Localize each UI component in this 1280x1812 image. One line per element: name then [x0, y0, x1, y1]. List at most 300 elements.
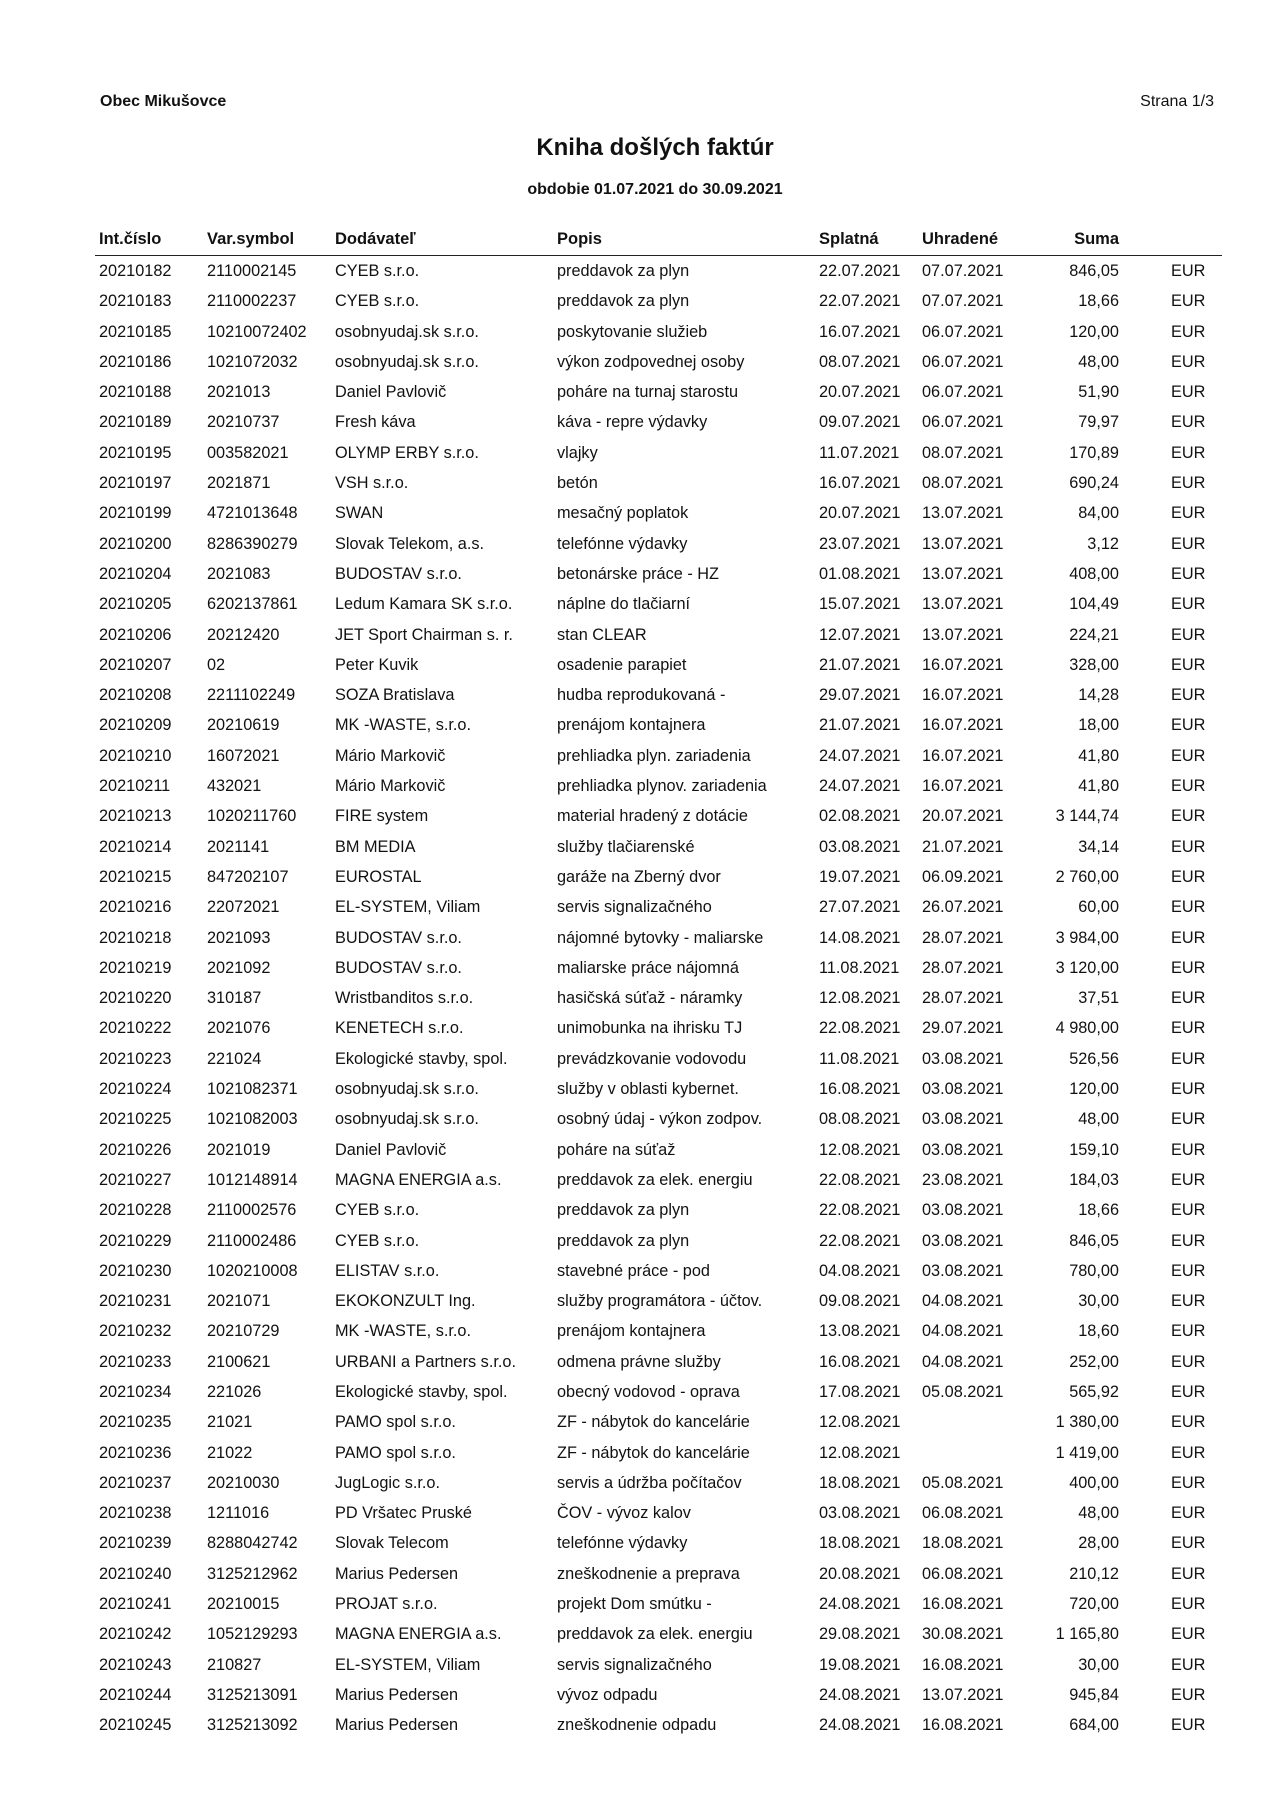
cell-currency: EUR — [1171, 1352, 1206, 1371]
cell-uhradene: 13.07.2021 — [922, 534, 1004, 553]
cell-suma: 28,00 — [1078, 1534, 1119, 1553]
table-row — [95, 1226, 1222, 1256]
cell-splatna: 03.08.2021 — [819, 837, 901, 856]
table-row — [95, 286, 1222, 316]
cell-popis: garáže na Zberný dvor — [557, 867, 721, 886]
cell-var-symbol: 2021141 — [207, 837, 270, 856]
cell-suma: 3,12 — [1087, 534, 1119, 553]
cell-popis: preddavok za plyn — [557, 262, 690, 280]
cell-currency: EUR — [1171, 1261, 1206, 1280]
cell-var-symbol: 2021071 — [207, 1292, 271, 1311]
cell-dodavatel: osobnyudaj.sk s.r.o. — [335, 322, 479, 341]
cell-popis: material hradený z dotácie — [557, 807, 748, 826]
cell-suma: 159,10 — [1069, 1140, 1119, 1159]
cell-splatna: 12.08.2021 — [819, 1443, 901, 1462]
cell-uhradene: 13.07.2021 — [922, 504, 1004, 523]
cell-currency: EUR — [1171, 989, 1206, 1008]
cell-var-symbol: 10210072402 — [207, 322, 307, 341]
cell-currency: EUR — [1171, 1292, 1206, 1311]
table-row — [95, 1044, 1222, 1074]
table-row — [95, 256, 1222, 286]
cell-dodavatel: Marius Pedersen — [335, 1564, 459, 1583]
cell-int-cislo: 20210232 — [99, 1322, 172, 1341]
cell-var-symbol: 1021072032 — [207, 352, 298, 371]
cell-var-symbol: 3125213091 — [207, 1685, 298, 1704]
cell-var-symbol: 3125212962 — [207, 1564, 298, 1583]
cell-var-symbol: 2021871 — [207, 474, 271, 493]
table-row — [95, 529, 1222, 559]
cell-int-cislo: 20210234 — [99, 1382, 172, 1401]
cell-int-cislo: 20210199 — [99, 504, 172, 523]
cell-var-symbol: 2110002486 — [207, 1231, 297, 1250]
table-row — [95, 1256, 1222, 1286]
cell-splatna: 09.08.2021 — [819, 1292, 901, 1311]
cell-popis: telefónne výdavky — [557, 534, 688, 553]
cell-splatna: 20.07.2021 — [819, 383, 901, 402]
cell-int-cislo: 20210233 — [99, 1352, 172, 1371]
cell-popis: prehliadka plyn. zariadenia — [557, 746, 751, 765]
cell-popis: osobný údaj - výkon zodpov. — [557, 1110, 763, 1129]
cell-uhradene: 30.08.2021 — [922, 1625, 1004, 1644]
cell-currency: EUR — [1171, 564, 1206, 583]
cell-splatna: 16.08.2021 — [819, 1352, 901, 1371]
cell-uhradene: 06.07.2021 — [922, 352, 1004, 371]
cell-currency: EUR — [1171, 1716, 1206, 1735]
table-row — [95, 832, 1222, 862]
cell-int-cislo: 20210206 — [99, 625, 172, 644]
cell-splatna: 11.07.2021 — [819, 443, 900, 462]
cell-int-cislo: 20210231 — [99, 1292, 172, 1311]
cell-splatna: 22.08.2021 — [819, 1231, 901, 1250]
cell-currency: EUR — [1171, 928, 1206, 947]
cell-suma: 30,00 — [1078, 1655, 1119, 1674]
cell-var-symbol: 2021013 — [207, 383, 271, 402]
cell-int-cislo: 20210209 — [99, 716, 172, 735]
cell-popis: telefónne výdavky — [557, 1534, 688, 1553]
table-row — [95, 1528, 1222, 1558]
cell-var-symbol: 2021019 — [207, 1140, 271, 1159]
cell-popis: obecný vodovod - oprava — [557, 1382, 740, 1401]
table-row — [95, 892, 1222, 922]
cell-dodavatel: Daniel Pavlovič — [335, 383, 447, 402]
column-header-uhradene: Uhradené — [922, 230, 999, 248]
cell-suma: 18,66 — [1078, 292, 1119, 311]
cell-splatna: 18.08.2021 — [819, 1473, 901, 1492]
cell-currency: EUR — [1171, 1595, 1206, 1614]
cell-popis: preddavok za elek. energiu — [557, 1170, 753, 1189]
cell-uhradene: 06.08.2021 — [922, 1504, 1004, 1523]
cell-int-cislo: 20210237 — [99, 1473, 172, 1492]
cell-uhradene: 16.08.2021 — [922, 1655, 1004, 1674]
cell-int-cislo: 20210189 — [99, 413, 172, 432]
table-row — [95, 953, 1222, 983]
cell-popis: ZF - nábytok do kancelárie — [557, 1443, 750, 1462]
cell-popis: betón — [557, 474, 598, 493]
cell-int-cislo: 20210228 — [99, 1201, 172, 1220]
cell-int-cislo: 20210218 — [99, 928, 172, 947]
cell-int-cislo: 20210240 — [99, 1564, 172, 1583]
cell-currency: EUR — [1171, 595, 1206, 614]
cell-var-symbol: 2021083 — [207, 564, 271, 583]
cell-dodavatel: SWAN — [335, 504, 384, 523]
cell-dodavatel: PROJAT s.r.o. — [335, 1595, 438, 1614]
table-header — [95, 226, 1222, 256]
cell-suma: 60,00 — [1078, 898, 1119, 917]
cell-uhradene: 13.07.2021 — [922, 625, 1004, 644]
cell-popis: hudba reprodukovaná - — [557, 686, 726, 705]
cell-dodavatel: ELISTAV s.r.o. — [335, 1261, 440, 1280]
table-row — [95, 1438, 1222, 1468]
cell-currency: EUR — [1171, 1413, 1206, 1432]
cell-currency: EUR — [1171, 383, 1206, 402]
cell-var-symbol: 02 — [207, 655, 226, 674]
cell-suma: 565,92 — [1069, 1382, 1119, 1401]
cell-suma: 3 144,74 — [1055, 807, 1119, 826]
cell-dodavatel: MK -WASTE, s.r.o. — [335, 716, 471, 735]
cell-int-cislo: 20210214 — [99, 837, 172, 856]
cell-currency: EUR — [1171, 262, 1206, 280]
cell-popis: unimobunka na ihrisku TJ — [557, 1019, 743, 1038]
cell-uhradene: 03.08.2021 — [922, 1049, 1004, 1068]
cell-currency: EUR — [1171, 777, 1206, 796]
cell-currency: EUR — [1171, 655, 1206, 674]
cell-currency: EUR — [1171, 1231, 1206, 1250]
cell-splatna: 23.07.2021 — [819, 534, 901, 553]
cell-int-cislo: 20210211 — [99, 777, 171, 796]
cell-uhradene: 23.08.2021 — [922, 1170, 1004, 1189]
cell-uhradene: 16.08.2021 — [922, 1716, 1004, 1735]
cell-splatna: 27.07.2021 — [819, 898, 901, 917]
cell-popis: odmena právne služby — [557, 1352, 721, 1371]
column-header-var-symbol: Var.symbol — [207, 230, 295, 248]
cell-currency: EUR — [1171, 443, 1206, 462]
cell-suma: 84,00 — [1078, 504, 1119, 523]
cell-var-symbol: 221026 — [207, 1382, 262, 1401]
cell-dodavatel: osobnyudaj.sk s.r.o. — [335, 352, 479, 371]
cell-uhradene: 26.07.2021 — [922, 898, 1004, 917]
cell-splatna: 21.07.2021 — [819, 655, 901, 674]
cell-uhradene: 07.07.2021 — [922, 292, 1004, 311]
cell-splatna: 29.08.2021 — [819, 1625, 901, 1644]
cell-popis: ČOV - vývoz kalov — [557, 1504, 691, 1523]
cell-suma: 1 380,00 — [1055, 1413, 1119, 1432]
cell-var-symbol: 2100621 — [207, 1352, 271, 1371]
cell-dodavatel: Ledum Kamara SK s.r.o. — [335, 595, 513, 614]
cell-int-cislo: 20210230 — [99, 1261, 172, 1280]
cell-dodavatel: KENETECH s.r.o. — [335, 1019, 464, 1038]
cell-uhradene: 13.07.2021 — [922, 1685, 1004, 1704]
cell-uhradene: 06.07.2021 — [922, 322, 1004, 341]
cell-int-cislo: 20210229 — [99, 1231, 172, 1250]
cell-uhradene: 18.08.2021 — [922, 1534, 1004, 1553]
table-row — [95, 983, 1222, 1013]
document-title: Kniha došlých faktúr — [536, 134, 774, 161]
table-row — [95, 468, 1222, 498]
cell-popis: poháre na súťaž — [557, 1140, 676, 1159]
table-row — [95, 1650, 1222, 1680]
cell-dodavatel: EL-SYSTEM, Viliam — [335, 898, 481, 917]
table-row — [95, 377, 1222, 407]
cell-suma: 945,84 — [1069, 1685, 1119, 1704]
cell-suma: 120,00 — [1069, 1080, 1119, 1099]
cell-var-symbol: 20210737 — [207, 413, 280, 432]
cell-dodavatel: BUDOSTAV s.r.o. — [335, 958, 462, 977]
table-row — [95, 680, 1222, 710]
cell-suma: 48,00 — [1078, 1110, 1119, 1129]
cell-var-symbol: 2021092 — [207, 958, 271, 977]
cell-popis: projekt Dom smútku - — [557, 1595, 712, 1614]
cell-popis: náplne do tlačiarní — [557, 595, 691, 614]
cell-uhradene: 13.07.2021 — [922, 564, 1004, 583]
cell-int-cislo: 20210208 — [99, 686, 172, 705]
cell-dodavatel: BUDOSTAV s.r.o. — [335, 564, 462, 583]
cell-var-symbol: 4721013648 — [207, 504, 298, 523]
cell-int-cislo: 20210223 — [99, 1049, 172, 1068]
cell-suma: 41,80 — [1078, 777, 1119, 796]
cell-popis: nájomné bytovky - maliarske — [557, 928, 764, 947]
cell-dodavatel: VSH s.r.o. — [335, 474, 409, 493]
cell-var-symbol: 432021 — [207, 777, 262, 796]
cell-uhradene: 04.08.2021 — [922, 1352, 1004, 1371]
cell-uhradene: 05.08.2021 — [922, 1473, 1004, 1492]
cell-dodavatel: CYEB s.r.o. — [335, 292, 420, 311]
cell-popis: vlajky — [557, 443, 598, 462]
cell-splatna: 12.07.2021 — [819, 625, 901, 644]
cell-uhradene: 28.07.2021 — [922, 928, 1004, 947]
cell-var-symbol: 2110002145 — [207, 262, 297, 280]
table-row — [95, 317, 1222, 347]
cell-dodavatel: Ekologické stavby, spol. — [335, 1049, 508, 1068]
cell-splatna: 22.08.2021 — [819, 1201, 901, 1220]
table-row — [95, 741, 1222, 771]
cell-suma: 18,60 — [1078, 1322, 1119, 1341]
cell-dodavatel: Ekologické stavby, spol. — [335, 1382, 508, 1401]
cell-dodavatel: EL-SYSTEM, Viliam — [335, 1655, 481, 1674]
table-row — [95, 1377, 1222, 1407]
cell-uhradene: 03.08.2021 — [922, 1110, 1004, 1129]
table-row — [95, 438, 1222, 468]
cell-uhradene: 13.07.2021 — [922, 595, 1004, 614]
column-header-splatna: Splatná — [819, 230, 879, 248]
cell-uhradene: 03.08.2021 — [922, 1080, 1004, 1099]
cell-splatna: 20.08.2021 — [819, 1564, 901, 1583]
cell-suma: 690,24 — [1069, 474, 1119, 493]
cell-uhradene: 05.08.2021 — [922, 1382, 1004, 1401]
cell-suma: 51,90 — [1078, 383, 1119, 402]
cell-int-cislo: 20210219 — [99, 958, 172, 977]
cell-uhradene: 06.07.2021 — [922, 383, 1004, 402]
cell-suma: 18,66 — [1078, 1201, 1119, 1220]
cell-suma: 1 165,80 — [1055, 1625, 1119, 1644]
cell-dodavatel: MAGNA ENERGIA a.s. — [335, 1625, 502, 1644]
cell-int-cislo: 20210207 — [99, 655, 172, 674]
cell-uhradene: 28.07.2021 — [922, 958, 1004, 977]
cell-var-symbol: 2110002237 — [207, 292, 297, 311]
cell-suma: 2 760,00 — [1055, 867, 1119, 886]
cell-int-cislo: 20210216 — [99, 898, 172, 917]
cell-var-symbol: 20212420 — [207, 625, 280, 644]
cell-currency: EUR — [1171, 1019, 1206, 1038]
cell-int-cislo: 20210186 — [99, 352, 172, 371]
cell-uhradene: 16.07.2021 — [922, 655, 1004, 674]
cell-dodavatel: BM MEDIA — [335, 837, 416, 856]
cell-popis: zneškodnenie a preprava — [557, 1564, 740, 1583]
cell-var-symbol: 20210030 — [207, 1473, 280, 1492]
cell-int-cislo: 20210215 — [99, 867, 172, 886]
cell-uhradene: 16.08.2021 — [922, 1595, 1004, 1614]
cell-dodavatel: OLYMP ERBY s.r.o. — [335, 443, 479, 462]
cell-popis: osadenie parapiet — [557, 655, 687, 674]
column-header-suma: Suma — [1074, 230, 1119, 248]
cell-uhradene: 03.08.2021 — [922, 1201, 1004, 1220]
cell-splatna: 12.08.2021 — [819, 1140, 901, 1159]
table-row — [95, 1165, 1222, 1195]
cell-splatna: 24.08.2021 — [819, 1685, 901, 1704]
page-number: Strana 1/3 — [1140, 93, 1214, 110]
table-row — [95, 1680, 1222, 1710]
cell-uhradene: 16.07.2021 — [922, 716, 1004, 735]
cell-uhradene: 08.07.2021 — [922, 474, 1004, 493]
cell-uhradene: 06.08.2021 — [922, 1564, 1004, 1583]
cell-dodavatel: BUDOSTAV s.r.o. — [335, 928, 462, 947]
cell-currency: EUR — [1171, 1625, 1206, 1644]
cell-splatna: 16.07.2021 — [819, 322, 901, 341]
cell-dodavatel: Marius Pedersen — [335, 1716, 459, 1735]
cell-suma: 104,49 — [1069, 595, 1119, 614]
cell-popis: betonárske práce - HZ — [557, 564, 719, 583]
cell-splatna: 11.08.2021 — [819, 1049, 900, 1068]
table-row — [95, 1316, 1222, 1346]
table-row — [95, 1710, 1222, 1740]
cell-dodavatel: Fresh káva — [335, 413, 416, 432]
cell-var-symbol: 1052129293 — [207, 1625, 298, 1644]
cell-popis: prehliadka plynov. zariadenia — [557, 777, 767, 796]
cell-int-cislo: 20210239 — [99, 1534, 172, 1553]
cell-var-symbol: 847202107 — [207, 867, 289, 886]
table-row — [95, 1589, 1222, 1619]
cell-var-symbol: 6202137861 — [207, 595, 298, 614]
column-header-popis: Popis — [557, 230, 602, 248]
cell-currency: EUR — [1171, 1685, 1206, 1704]
cell-suma: 18,00 — [1078, 716, 1119, 735]
cell-int-cislo: 20210235 — [99, 1413, 172, 1432]
table-row — [95, 1619, 1222, 1649]
column-header-int-cislo: Int.číslo — [99, 230, 162, 248]
cell-currency: EUR — [1171, 534, 1206, 553]
cell-int-cislo: 20210182 — [99, 262, 172, 280]
cell-int-cislo: 20210188 — [99, 383, 172, 402]
cell-var-symbol: 1211016 — [207, 1504, 270, 1523]
cell-suma: 184,03 — [1069, 1170, 1119, 1189]
cell-suma: 4 980,00 — [1055, 1019, 1119, 1038]
cell-var-symbol: 210827 — [207, 1655, 262, 1674]
cell-splatna: 19.07.2021 — [819, 867, 901, 886]
cell-currency: EUR — [1171, 1140, 1206, 1159]
cell-currency: EUR — [1171, 413, 1206, 432]
cell-popis: prenájom kontajnera — [557, 716, 706, 735]
cell-splatna: 21.07.2021 — [819, 716, 901, 735]
cell-var-symbol: 21022 — [207, 1443, 253, 1462]
cell-popis: servis signalizačného — [557, 1655, 712, 1674]
cell-suma: 48,00 — [1078, 1504, 1119, 1523]
cell-dodavatel: FIRE system — [335, 807, 429, 826]
cell-currency: EUR — [1171, 746, 1206, 765]
cell-splatna: 12.08.2021 — [819, 989, 901, 1008]
cell-int-cislo: 20210224 — [99, 1080, 172, 1099]
cell-popis: ZF - nábytok do kancelárie — [557, 1413, 750, 1432]
cell-uhradene: 16.07.2021 — [922, 777, 1004, 796]
cell-popis: mesačný poplatok — [557, 504, 689, 523]
cell-var-symbol: 20210729 — [207, 1322, 280, 1341]
cell-popis: služby programátora - účtov. — [557, 1292, 763, 1311]
cell-suma: 34,14 — [1078, 837, 1119, 856]
cell-popis: služby v oblasti kybernet. — [557, 1080, 739, 1099]
cell-suma: 79,97 — [1078, 413, 1119, 432]
cell-var-symbol: 16072021 — [207, 746, 280, 765]
cell-suma: 780,00 — [1069, 1261, 1119, 1280]
cell-uhradene: 21.07.2021 — [922, 837, 1004, 856]
table-row — [95, 1013, 1222, 1043]
cell-suma: 400,00 — [1069, 1473, 1119, 1492]
cell-var-symbol: 3125213092 — [207, 1716, 298, 1735]
column-header-dodavatel: Dodávateľ — [335, 230, 416, 248]
cell-currency: EUR — [1171, 474, 1206, 493]
cell-currency: EUR — [1171, 625, 1206, 644]
cell-uhradene: 16.07.2021 — [922, 746, 1004, 765]
cell-popis: poskytovanie služieb — [557, 322, 708, 341]
document-period: obdobie 01.07.2021 do 30.09.2021 — [527, 181, 783, 198]
cell-uhradene: 03.08.2021 — [922, 1261, 1004, 1280]
cell-splatna: 17.08.2021 — [819, 1382, 901, 1401]
invoice-table — [95, 226, 1222, 1741]
cell-currency: EUR — [1171, 867, 1206, 886]
cell-currency: EUR — [1171, 1655, 1206, 1674]
cell-dodavatel: Wristbanditos s.r.o. — [335, 989, 474, 1008]
cell-splatna: 03.08.2021 — [819, 1504, 901, 1523]
cell-popis: preddavok za plyn — [557, 292, 690, 311]
cell-dodavatel: JET Sport Chairman s. r. — [335, 625, 513, 644]
cell-dodavatel: Daniel Pavlovič — [335, 1140, 447, 1159]
cell-splatna: 22.08.2021 — [819, 1019, 901, 1038]
cell-suma: 846,05 — [1069, 262, 1119, 280]
cell-int-cislo: 20210204 — [99, 564, 172, 583]
cell-currency: EUR — [1171, 898, 1206, 917]
cell-var-symbol: 20210015 — [207, 1595, 280, 1614]
cell-int-cislo: 20210222 — [99, 1019, 172, 1038]
table-row — [95, 589, 1222, 619]
cell-splatna: 16.07.2021 — [819, 474, 901, 493]
table-row — [95, 1135, 1222, 1165]
cell-dodavatel: MK -WASTE, s.r.o. — [335, 1322, 471, 1341]
table-row — [95, 1074, 1222, 1104]
cell-var-symbol: 8288042742 — [207, 1534, 298, 1553]
table-row — [95, 559, 1222, 589]
cell-var-symbol: 2211102249 — [207, 686, 296, 705]
cell-suma: 846,05 — [1069, 1231, 1119, 1250]
table-row — [95, 801, 1222, 831]
cell-popis: servis a údržba počítačov — [557, 1473, 742, 1492]
cell-int-cislo: 20210195 — [99, 443, 172, 462]
cell-int-cislo: 20210225 — [99, 1110, 172, 1129]
cell-popis: výkon zodpovednej osoby — [557, 352, 745, 371]
cell-splatna: 20.07.2021 — [819, 504, 901, 523]
cell-int-cislo: 20210227 — [99, 1170, 172, 1189]
organization-name: Obec Mikušovce — [100, 93, 227, 110]
table-row — [95, 1347, 1222, 1377]
cell-uhradene: 08.07.2021 — [922, 443, 1004, 462]
cell-suma: 48,00 — [1078, 352, 1119, 371]
table-row — [95, 1104, 1222, 1134]
